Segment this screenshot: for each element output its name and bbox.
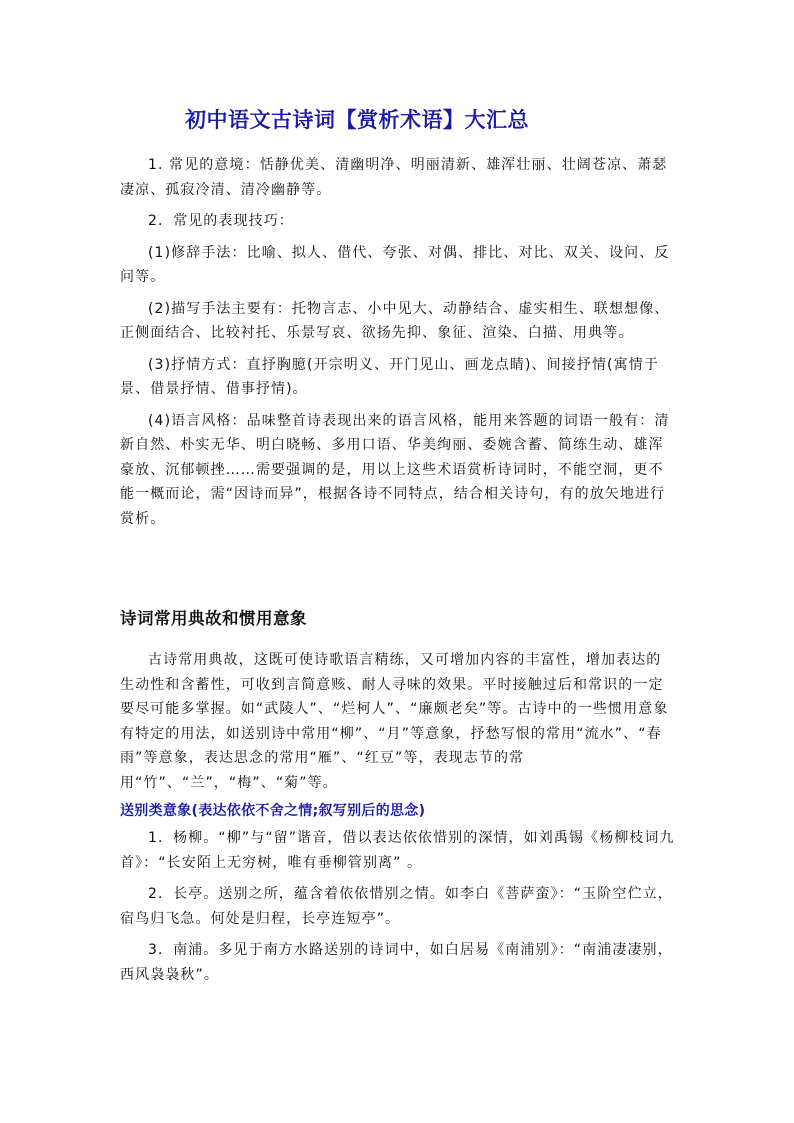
section-allusions-intro [120, 648, 676, 795]
section-techniques [120, 153, 676, 531]
paragraph-language-style: (4)语言风格：品味整首诗表现出来的语言风格，能用来答题的词语一般有：清新自然、朴实无华、明白晓畅、多用口语、华美绚丽、委婉含蓄、简练生动、雄浑豪放、沉郁顿挫……需要强调的是，用以上这些术语赏析诗词时，不能空洞，更不能一概而论，需“因诗而异”，根据各诗不同特点，结合相关诗句，有的放矢地进行赏析。 [120, 412, 670, 527]
document-title: 初中语文古诗词【赏析术语】大汇总 [185, 108, 529, 132]
subheading-farewell-imagery: 送别类意象(表达依依不舍之情;叙写别后的思念) [120, 803, 426, 819]
list-item: 2．长亭。送别之所，蕴含着依依惜别之情。如李白《菩萨蛮》：“玉阶空伫立，宿鸟归飞急。何处是归程，长亭连短亭”。 [120, 886, 673, 927]
list-item: 1．杨柳。“柳”与“留”谐音，借以表达依依惜别的深情，如刘禹锡《杨柳枝词九首》：“长安陌上无穷树，唯有垂柳管别离” 。 [120, 830, 675, 871]
list-farewell-imagery [120, 826, 676, 987]
paragraph-lyrical: (3)抒情方式：直抒胸臆(开宗明义、开门见山、画龙点睛)、间接抒情(寓情于景、借景抒情、借事抒情)。 [120, 356, 659, 397]
section-heading-allusions: 诗词常用典故和惯用意象 [120, 609, 307, 628]
paragraph-allusions-intro: 古诗常用典故，这既可使诗歌语言精练，又可增加内容的丰富性，增加表达的生动性和含蓄性，可收到言简意赅、耐人寻味的效果。平时接触过后和常识的一定要尽可能多掌握。如“武陵人”、“烂柯人”、“廉颇老矣”等。古诗中的一些惯用意象有特定的用法，如送别诗中常用“柳”、“月”等意象，抒愁写恨的常用“流水”、“春雨”等意象，表达思念的常用“雁”、“红豆”等，表现志节的常用“竹”、“兰”，“梅”、“菊”等。 [120, 652, 669, 791]
paragraph-rhetoric: (1)修辞手法：比喻、拟人、借代、夸张、对偶、排比、对比、双关、设问、反问等。 [120, 244, 670, 285]
list-item: 3．南浦。多见于南方水路送别的诗词中，如白居易《南浦别》：“南浦凄凄别，西风袅袅秋”。 [120, 942, 673, 983]
paragraph-techniques-heading: 2．常见的表现技巧： [148, 213, 294, 229]
paragraph-common-moods: 1. 常见的意境：恬静优美、清幽明净、明丽清新、雄浑壮丽、壮阔苍凉、萧瑟凄凉、孤寂冷清、清冷幽静等。 [120, 157, 668, 198]
paragraph-description: (2)描写手法主要有：托物言志、小中见大、动静结合、虚实相生、联想想像、正侧面结合、比较衬托、乐景写哀、欲扬先抑、象征、渲染、白描、用典等。 [120, 300, 670, 341]
